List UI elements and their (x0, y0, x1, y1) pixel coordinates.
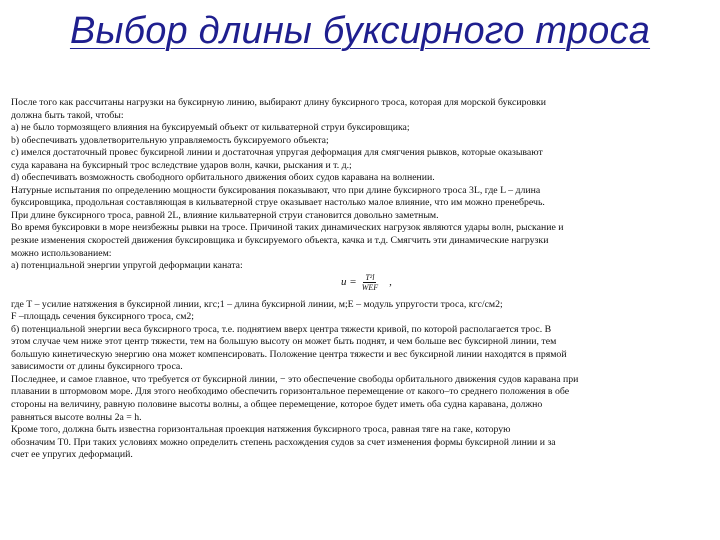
text-line: где T – усилие натяжения в буксирной линии, кгс;1 – длина буксирной линии, м;E – модуль упругости троса, кгс/см2; (11, 298, 503, 310)
text-line: Во время буксировки в море неизбежны рывки на тросе. Причиной таких динамических нагрузок являются удары волн, рыскание и (11, 222, 564, 234)
text-line: обозначим Т0. При таких условиях можно определить степень расхождения судов за счет изменения формы буксирной линии и за (11, 436, 556, 448)
text-line: d) обеспечивать возможность свободного орбитального движения обоих судов каравана на волнении. (11, 172, 435, 184)
formula-lhs: u = (341, 275, 357, 288)
text-line: должна быть такой, чтобы: (11, 109, 124, 121)
text-line: а) потенциальной энергии упругой деформации каната: (11, 260, 243, 272)
formula-numerator: T²l (365, 272, 375, 282)
text-line: Кроме того, должна быть известна горизонтальная проекция натяжения буксирного троса, равная тяге на гаке, которую (11, 424, 511, 436)
text-line: Последнее, и самое главное, что требуется от буксирной линии, − это обеспечение свободы орбитального движения судов каравана при (11, 373, 579, 385)
formula-fraction (360, 273, 380, 292)
text-line: счет ее упругих деформаций. (11, 449, 133, 461)
text-line: После того как рассчитаны нагрузки на буксирную линию, выбирают длину буксирного троса, которая для морской буксировки (11, 97, 547, 108)
text-line: большую кинетическую энергию она может компенсировать. Положение центра тяжести и вес буксирной линии находятся в прямой (11, 348, 567, 360)
text-line: а) не было тормозящего влияния на буксируемый объект от кильватерной струи буксировщика; (11, 122, 410, 134)
text-line: можно использованием: (11, 247, 112, 259)
text-line: б) потенциальной энергии веса буксирного троса, т.е. поднятием вверх центра тяжести кривой, по которой располагается трос. В (11, 323, 552, 335)
text-line: этом случае чем ниже этот центр тяжести, тем на большую высоту он может быть поднят, и чем больше вес буксирной линии, тем (11, 336, 557, 348)
text-line: c) имелся достаточный провес буксирной линии и достаточная упругая деформация для смягчения рывков, которые оказывают (11, 147, 543, 159)
text-line: равняться высоте волны 2а = h. (11, 411, 142, 423)
body-text (11, 97, 711, 462)
formula-trail: , (389, 275, 392, 288)
elastic-energy-formula (341, 273, 392, 292)
text-line: буксировщика, продольная составляющая в кильватерной струе оказывает настолько малое влияние, что им можно пренебречь. (11, 197, 545, 209)
text-line: При длине буксирного троса, равной 2L, влияние кильватерной струи становится довольно заметным. (11, 209, 439, 221)
text-line: Натурные испытания по определению мощности буксирования показывают, что при длине буксирного троса 3L, где L – длина (11, 184, 541, 196)
text-line: суда каравана на буксирный трос вследствие ударов волн, качки, рыскания и т. д.; (11, 159, 352, 171)
text-line: плавании в штормовом море. Для этого необходимо обеспечить горизонтальное перемещение от какого–то среднего положения в обе (11, 386, 570, 398)
formula-denominator: WEF (361, 282, 379, 292)
formula-row (11, 273, 711, 299)
text-line: зависимости от длины буксирного троса. (11, 361, 183, 373)
slide-title: Выбор длины буксирного троса (69, 10, 651, 52)
text-line: F –площадь сечения буксирного троса, см2; (11, 311, 195, 323)
text-line: b) обеспечивать удовлетворительную управляемость буксируемого объекта; (11, 134, 329, 146)
text-line: резкие изменения скоростей движения буксировщика и буксируемого объекта, качка и т.д. Смягчить эти динамические нагрузки (11, 235, 549, 247)
text-line: стороны на величину, равную половине высоты волны, а общее перемещение, которое будет иметь оба судна каравана, должно (11, 399, 543, 411)
